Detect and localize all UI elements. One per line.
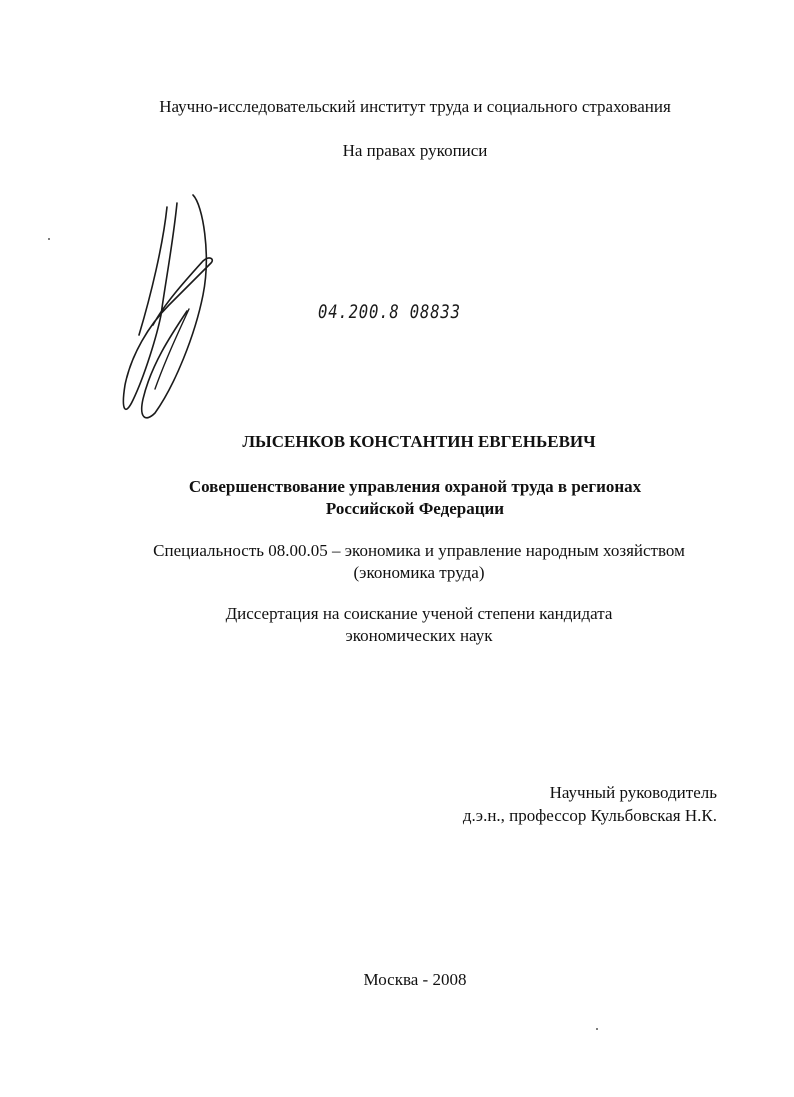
scan-speck: [48, 238, 50, 240]
scan-speck: [596, 1028, 598, 1030]
dissertation-title: [18, 476, 794, 520]
institute-name: Научно-исследовательский институт труда и социального страхования: [159, 97, 671, 116]
supervisor-name: д.э.н., профессор Кульбовская Н.К.: [462, 806, 717, 825]
degree-statement: [22, 603, 794, 647]
handwritten-signature: [115, 185, 225, 420]
specialty-line-1: Специальность 08.00.05 – экономика и управление народным хозяйством: [153, 541, 685, 560]
title-line-2: Российской Федерации: [325, 499, 505, 518]
manuscript-note: На правах рукописи: [342, 141, 488, 160]
supervisor-role: Научный руководитель: [549, 783, 717, 802]
specialty: [22, 540, 794, 584]
degree-line-1: Диссертация на соискание ученой степени кандидата: [225, 604, 613, 623]
city-year: Москва - 2008: [363, 970, 467, 989]
supervisor-block: [463, 781, 717, 827]
degree-line-2: экономических наук: [345, 626, 493, 645]
registration-number: 04.200.8 08833: [318, 301, 461, 323]
author-name: ЛЫСЕНКОВ КОНСТАНТИН ЕВГЕНЬЕВИЧ: [242, 432, 596, 451]
specialty-line-2: (экономика труда): [353, 563, 485, 582]
title-line-1: Совершенствование управления охраной труда в регионах: [188, 477, 642, 496]
